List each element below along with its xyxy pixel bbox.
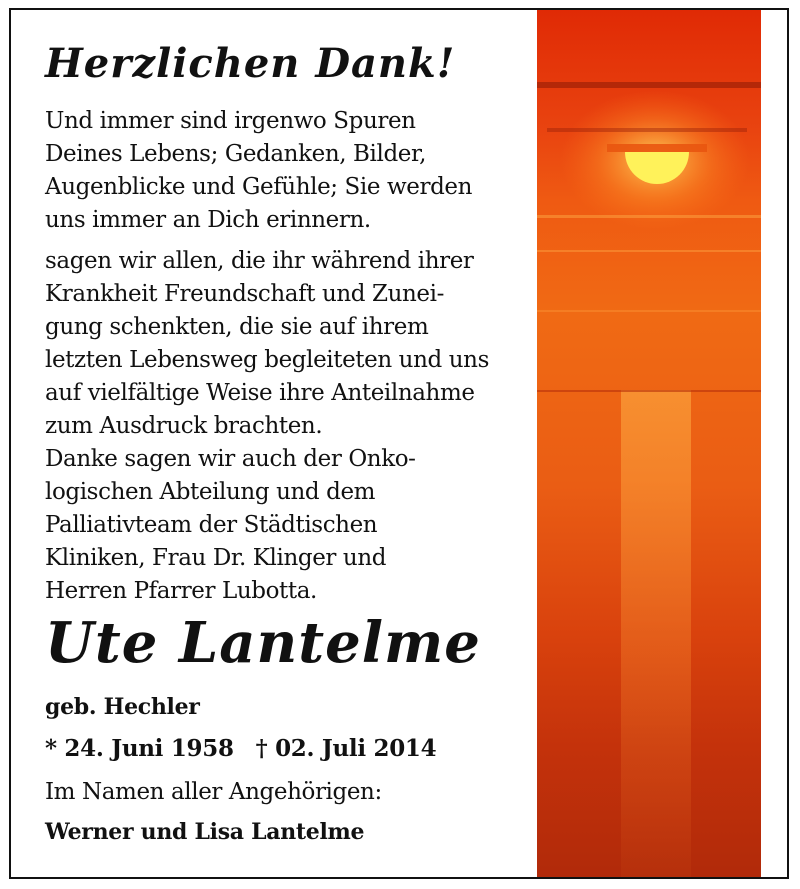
light-streak bbox=[537, 215, 761, 218]
thanks-line: Herren Pfarrer Lubotta. bbox=[45, 578, 317, 604]
right-margin-strip bbox=[761, 10, 789, 877]
thanks-line: logischen Abteilung und dem bbox=[45, 479, 376, 505]
horizon-line bbox=[537, 390, 761, 392]
verse-line: Augenblicke und Gefühle; Sie werden bbox=[45, 174, 473, 200]
thanks-line: zum Ausdruck brachten. bbox=[45, 413, 323, 439]
thanks-line: Krankheit Freundschaft und Zunei- bbox=[45, 281, 444, 307]
notice-heading: Herzlichen Dank! bbox=[45, 40, 456, 87]
cloud-band bbox=[537, 82, 761, 88]
text-column bbox=[45, 10, 535, 877]
light-streak bbox=[537, 250, 761, 252]
thanks-line: gung schenkten, die sie auf ihrem bbox=[45, 314, 429, 340]
cloud-band bbox=[547, 128, 747, 132]
thanks-paragraph bbox=[45, 245, 489, 608]
thanks-line: sagen wir allen, die ihr während ihrer bbox=[45, 248, 474, 274]
sunset-illustration bbox=[537, 10, 761, 877]
obituary-notice bbox=[9, 8, 789, 879]
thanks-line: Danke sagen wir auch der Onko- bbox=[45, 446, 416, 472]
birth-date: * 24. Juni 1958 bbox=[45, 735, 234, 762]
verse-line: Und immer sind irgenwo Spuren bbox=[45, 108, 416, 134]
thanks-line: Palliativteam der Städtischen bbox=[45, 512, 378, 538]
on-behalf-text: Im Namen aller Angehörigen: bbox=[45, 779, 382, 805]
signers: Werner und Lisa Lantelme bbox=[45, 819, 365, 845]
death-date: † 02. Juli 2014 bbox=[255, 735, 437, 762]
verse-line: uns immer an Dich erinnern. bbox=[45, 207, 371, 233]
verse-line: Deines Lebens; Gedanken, Bilder, bbox=[45, 141, 426, 167]
sea-reflection bbox=[621, 390, 691, 877]
birth-name: geb. Hechler bbox=[45, 694, 200, 720]
memorial-verse bbox=[45, 105, 472, 237]
thanks-line: letzten Lebensweg begleiteten und uns bbox=[45, 347, 489, 373]
thanks-line: Kliniken, Frau Dr. Klinger und bbox=[45, 545, 387, 571]
deceased-name: Ute Lantelme bbox=[45, 610, 481, 676]
sun-cloud bbox=[607, 144, 707, 152]
thanks-line: auf vielfältige Weise ihre Anteilnahme bbox=[45, 380, 475, 406]
life-dates bbox=[45, 735, 436, 762]
light-streak bbox=[537, 310, 761, 312]
sunset-photo bbox=[537, 10, 761, 877]
